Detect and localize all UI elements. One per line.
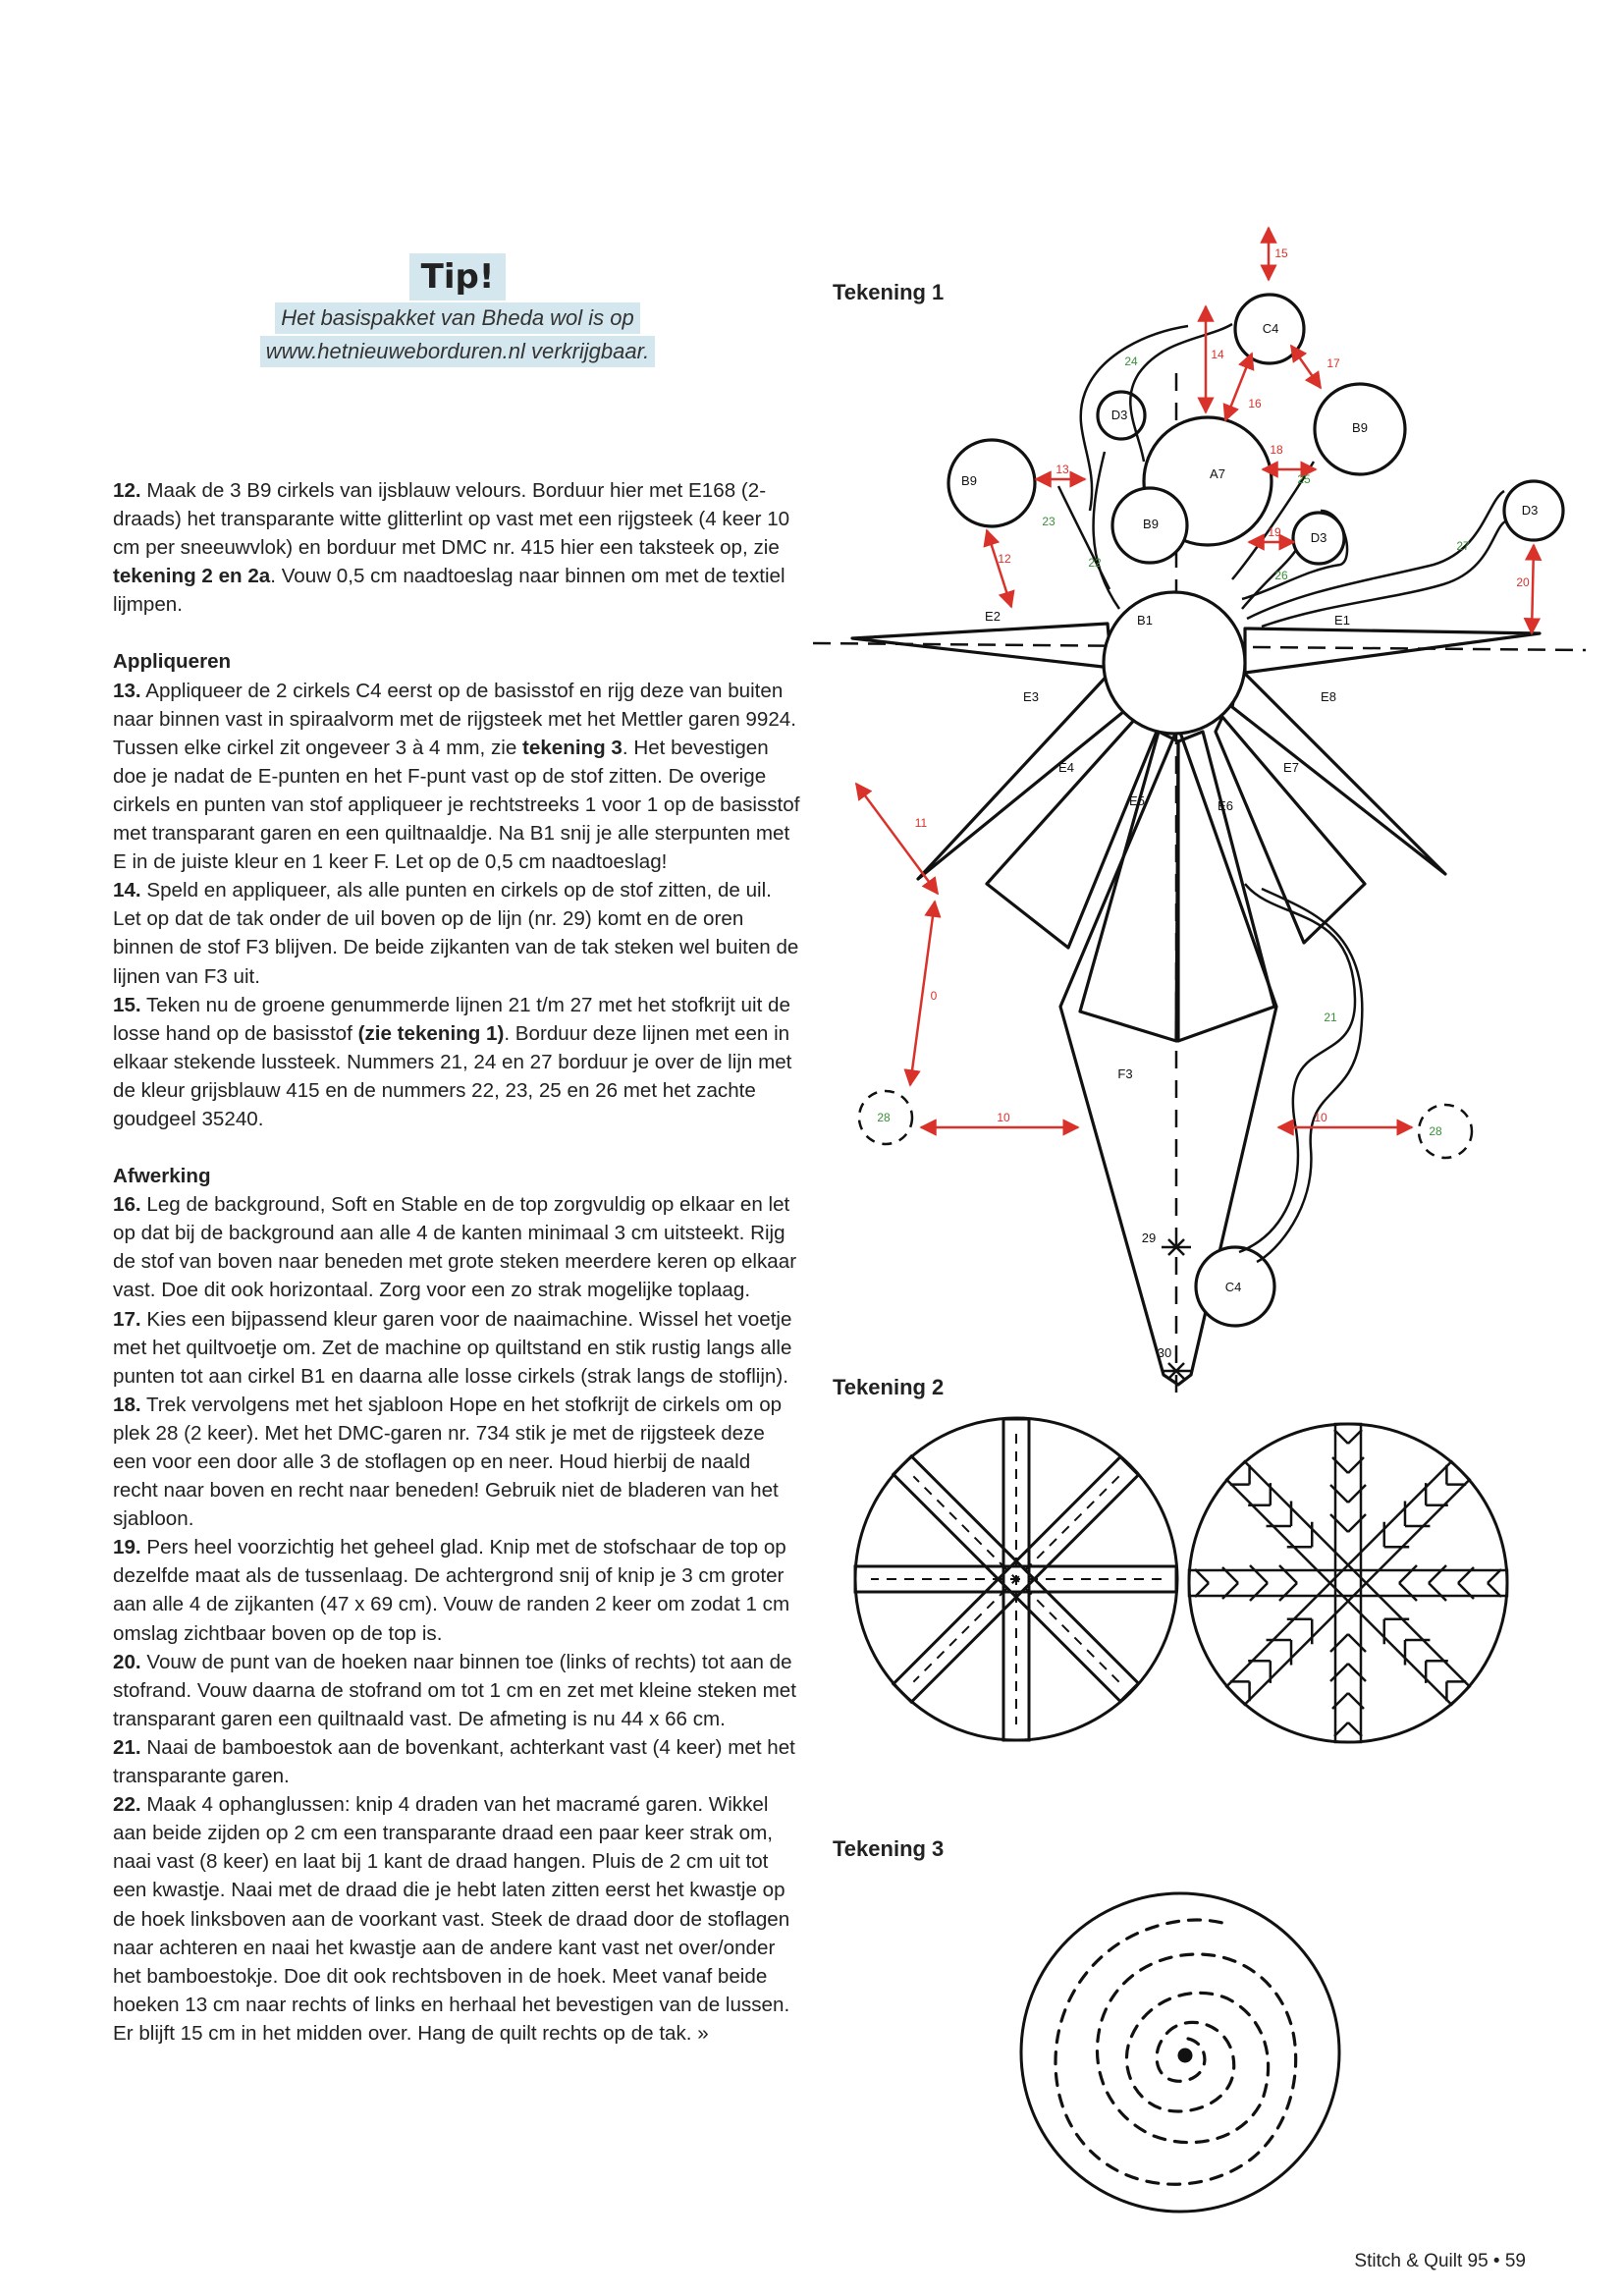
num-11: 11 [914,816,928,830]
num-16: 16 [1248,397,1262,410]
step-17: 17. Kies een bijpassend kleur garen voor de naaimachine. Wissel het voetje met het quiltvoetje om. Zet de machine op quiltstand en stik rustig langs alle punten tot aan cirkel B1 en daarna alle losse cirkels (strak langs de stoflijn). [113,1307,792,1388]
label-E3: E3 [1023,689,1039,704]
num-18: 18 [1270,443,1283,457]
label-E4: E4 [1058,760,1074,775]
tekening-3-label: Tekening 3 [833,1836,945,1861]
label-B9-middle: B9 [1143,517,1159,531]
point-E8 [1232,668,1445,874]
label-E1: E1 [1334,613,1350,628]
label-D3-middle: D3 [1310,530,1327,545]
arrow-20 [1532,545,1534,633]
spiral-center-dot [1178,2049,1192,2062]
num-23: 23 [1042,515,1056,528]
snowflake-left-arms [855,1419,1176,1740]
step-14: 14. Speld en appliqueer, als alle punten en cirkels op de stof zitten, de uil. Let op dat de tak onder de uil boven op de lijn (nr. 29) komt en de oren binnen de stof F3 blijven. De beide zijkanten van de tak steken wel buiten de lijnen van F3 uit. [113,879,799,988]
step-20: 20. Vouw de punt van de hoeken naar binnen toe (links of rechts) tot aan de stofrand. Vouw daarna de stofrand om tot 1 cm en zet met kleine steken met transparant garen een quiltnaald vast. De afmeting is nu 44 x 66 cm. [113,1650,796,1730]
label-E2: E2 [985,609,1001,624]
arrow-11 [856,784,938,894]
num-0: 0 [930,989,938,1003]
tip-line-1: Het basispakket van Bheda wol is op [275,302,640,334]
label-E8: E8 [1321,689,1336,704]
label-D3-right: D3 [1521,503,1539,518]
num-22: 22 [1088,556,1102,570]
point-E1 [1245,629,1540,673]
label-29: 29 [1141,1230,1157,1245]
step-15: 15. Teken nu de groene genummerde lijnen 21 t/m 27 met het stofkrijt uit de losse hand op de basisstof (zie tekening 1). Borduur deze lijnen met een in elkaar stekende lussteek. Nummers 21, 24 en 27 borduur je over de lijn met de kleur grijsblauw 415 en de nummers 22, 23, 25 en 26 met het zachte goudgeel 35240. [113,993,792,1130]
step-21: 21. Naai de bamboestok aan de bovenkant, achterkant vast (4 keer) met het transparante garen. [113,1735,795,1788]
num-14: 14 [1211,348,1224,361]
label-C4-top: C4 [1262,321,1279,336]
snowflake-right-arms [1189,1424,1507,1742]
label-E6: E6 [1218,798,1233,813]
label-B1: B1 [1137,613,1153,628]
circle-28-right [1419,1105,1472,1158]
num-24: 24 [1124,355,1138,368]
tekening-2-diagram [855,1418,1507,1742]
num-17: 17 [1326,356,1340,370]
line-26 [1242,550,1296,609]
step-19: 19. Pers heel voorzichtig het geheel glad. Knip met de stofschaar de top op dezelfde maat als de tussenlaag. De achtergrond snij of knip je 3 cm groter aan alle 4 de zijkanten (47 x 69 cm). Vouw de randen 2 keer om zodat 1 cm omslag zichtbaar boven op de top is. [113,1536,790,1645]
label-C4-bottom: C4 [1224,1280,1242,1294]
label-B9-left: B9 [961,473,977,488]
circle-B1 [1104,592,1245,734]
num-15: 15 [1274,246,1288,260]
spiral-stitch-path [1056,1920,1296,2184]
num-12: 12 [998,552,1011,566]
label-E7: E7 [1283,760,1299,775]
tekening-1-label: Tekening 1 [833,280,945,304]
num-25: 25 [1297,472,1311,486]
num-13: 13 [1056,463,1069,476]
num-21: 21 [1324,1011,1337,1024]
point-E6 [1178,732,1274,1041]
num-27: 27 [1456,539,1470,553]
num-20: 20 [1516,575,1530,589]
step-13: 13. Appliqueer de 2 cirkels C4 eerst op de basisstof en rijg deze van buiten naar binnen vast in spiraalvorm met de rijgsteek met het Mettler garen 9924. Tussen elke cirkel zit ongeveer 3 à 4 mm, zie tekening 3. Het bevestigen doe je nadat de E-punten en het F-punt vast op de stof zitten. De overige cirkels en punten van stof appliqueer je rechtstreeks 1 voor 1 op de basisstof met transparant garen en een quiltnaaldje. Na B1 snij je alle sterpunten met E in de juiste kleur en 1 keer F. Let op de 0,5 cm naadtoeslag! [113,679,800,874]
label-F3: F3 [1117,1066,1133,1081]
tip-line-2: www.hetnieuweborduren.nl verkrijgbaar. [260,336,656,367]
label-B9-right: B9 [1352,420,1368,435]
page-footer: Stitch & Quilt 95 • 59 [1354,2251,1526,2271]
tip-title: Tip! [409,253,507,301]
tekening-3-diagram [1021,1893,1339,2212]
step-18: 18. Trek vervolgens met het sjabloon Hope en het stofkrijt de cirkels om op plek 28 (2 keer). Met het DMC-garen nr. 734 stik je met de rijgsteek deze een voor een door alle 3 de stoflagen op en neer. Houd hierbij de naald recht naar boven en recht naar beneden! Gebruik niet de bladeren van het sjabloon. [113,1393,783,1531]
num-10-right: 10 [1314,1111,1327,1124]
label-E5: E5 [1129,793,1145,808]
num-10-left: 10 [997,1111,1010,1124]
step-12: 12. Maak de 3 B9 cirkels van ijsblauw velours. Borduur hier met E168 (2-draads) het transparante witte glitterlint op vast met een rijgsteek (4 keer 10 cm per sneeuwvlok) en borduur met DMC nr. 415 hier een taksteek op, zie tekening 2 en 2a. Vouw 0,5 cm naadtoeslag naar binnen om met de textiel lijmpen. [113,479,790,617]
heading-afwerking: Afwerking [113,1165,211,1188]
label-28-right: 28 [1429,1124,1442,1138]
arrow-12 [987,530,1011,607]
step-16: 16. Leg de background, Soft en Stable en de top zorgvuldig op elkaar en let op dat bij de background aan alle 4 de kanten minimaal 3 cm uitsteekt. Rijg de stof van boven naar beneden met grote steken meerdere keren op elkaar vast. Doe dit ook horizontaal. Zorg voor een zo strak mogelijke toplaag. [113,1193,797,1302]
step-22: 22. Maak 4 ophanglussen: knip 4 draden van het macramé garen. Wikkel aan beide zijden op 2 cm een transparante draad een paar keer strak om, naai vast (8 keer) en laat bij 1 kant de draad hangen. Pluis de 2 cm uit tot een kwastje. Naai met de draad die je hebt laten zitten eerst het kwastje op de hoek linksboven aan de voorkant vast. Steek de draad door de stoflagen naar achteren en naai het kwastje aan de andere kant vast net over/onder het bamboestokje. Doe dit ook rechtsboven in de hoek. Meet vanaf beide hoeken 13 cm naar rechts of links en herhaal het bevestigen van de lussen. Er blijft 15 cm in het midden over. Hang de quilt rechts op de tak. » [113,1793,790,2045]
arrow-17 [1291,346,1321,388]
num-26: 26 [1274,569,1288,582]
label-A7: A7 [1210,466,1225,481]
tekening-2-label: Tekening 2 [833,1375,945,1399]
label-28-left: 28 [877,1111,891,1124]
num-19: 19 [1268,525,1281,539]
heading-appliqueren: Appliqueren [113,650,232,674]
label-30: 30 [1157,1345,1172,1360]
label-D3-left: D3 [1110,408,1128,422]
